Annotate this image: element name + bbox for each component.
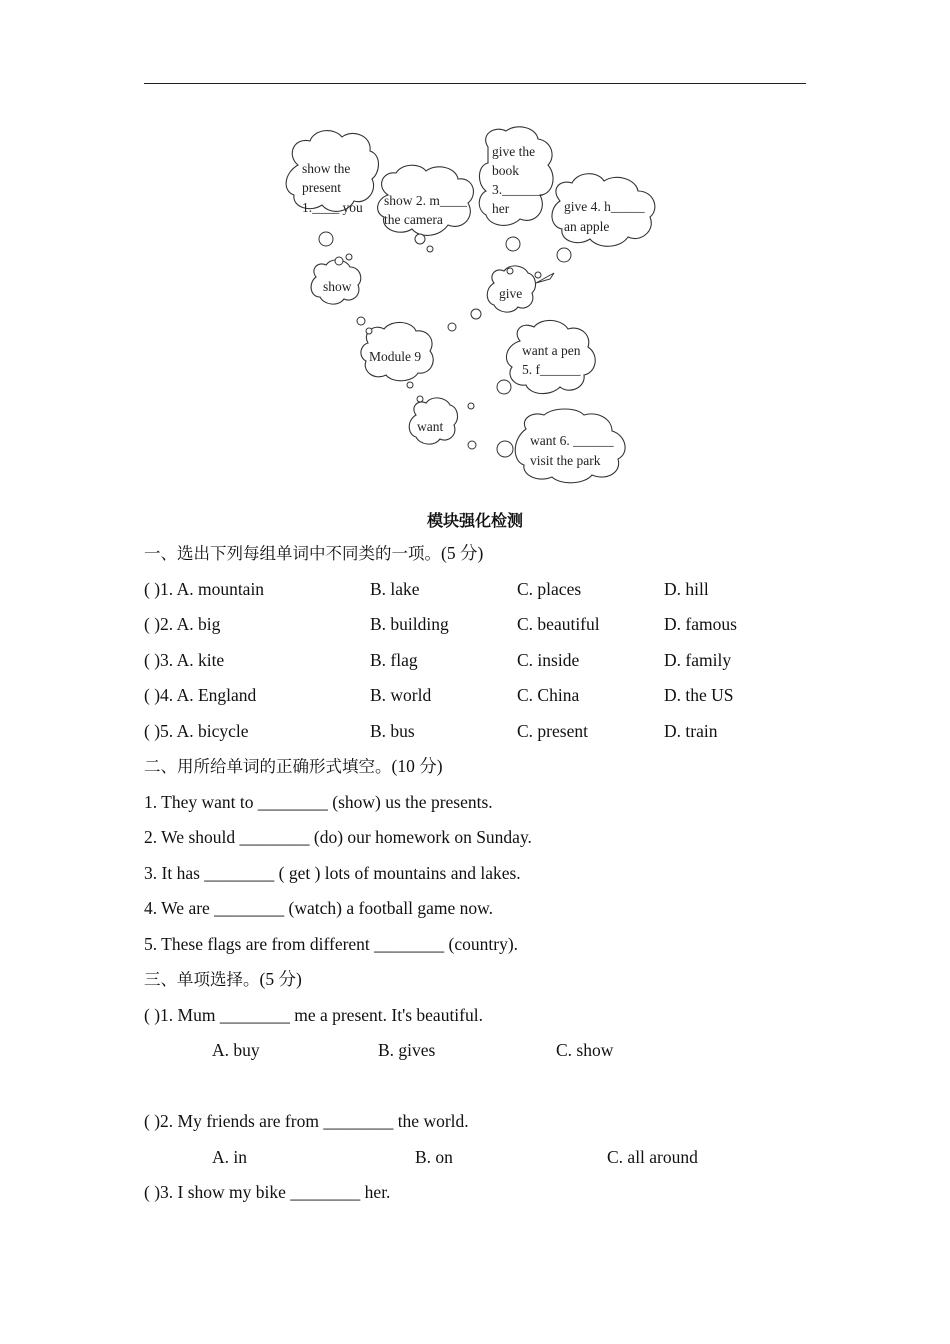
section2-heading [144, 755, 443, 778]
item-question: ( )1. A. mountain [144, 579, 265, 599]
section1-points: (5 分) [441, 543, 484, 563]
option-b: B. world [370, 685, 432, 705]
list-item: 1. They want to ________ (show) us the presents. [144, 792, 493, 812]
cloud-show-the-camera [378, 165, 474, 235]
option-d: D. the US [664, 685, 734, 705]
question-2: ( )2. My friends are from ________ the world. [144, 1111, 469, 1131]
svg-text:want: want [417, 419, 444, 434]
option-c: C. inside [517, 650, 580, 670]
option-d: D. train [664, 721, 718, 741]
option-d: D. hill [664, 579, 709, 599]
svg-text:give: give [499, 286, 523, 301]
cloud-want [409, 398, 457, 444]
list-item: 3. It has ________ ( get ) lots of mountains and lakes. [144, 863, 521, 883]
cloud-want-to-visit-the-park [515, 409, 625, 483]
option-b: B. building [370, 614, 449, 634]
item-question: ( )3. A. kite [144, 650, 225, 670]
option-b: B. gives [378, 1040, 436, 1060]
header-rule [144, 83, 806, 84]
svg-text:present: present [302, 180, 341, 195]
section3-heading-text: 三、单项选择。 [144, 970, 260, 989]
svg-text:3.______: 3.______ [492, 182, 543, 197]
svg-text:visit the park: visit the park [530, 453, 601, 468]
svg-text:want 6. ______: want 6. ______ [530, 433, 614, 448]
list-item: 5. These flags are from different ________ (country). [144, 934, 519, 954]
question-3: ( )3. I show my bike ________ her. [144, 1182, 391, 1202]
option-d: D. family [664, 650, 732, 670]
svg-text:show the: show the [302, 161, 351, 176]
option-c: C. show [556, 1040, 614, 1060]
option-c: C. places [517, 579, 582, 599]
option-d: D. famous [664, 614, 737, 634]
item-question: ( )2. A. big [144, 614, 221, 634]
section2-heading-text: 二、用所给单词的正确形式填空。 [144, 757, 392, 776]
section2-points: (10 分) [391, 756, 443, 776]
option-c: C. China [517, 685, 580, 705]
cloud-want-a-pen [506, 320, 595, 393]
cloud-show [311, 260, 361, 304]
svg-text:the camera: the camera [384, 212, 443, 227]
cloud-give-an-apple [552, 174, 655, 247]
option-a: A. buy [212, 1040, 260, 1060]
cloud-show-the-present [286, 131, 378, 215]
option-b: B. flag [370, 650, 418, 670]
option-b: B. on [415, 1147, 453, 1167]
cloud-give-the-book [479, 127, 553, 226]
option-c: C. beautiful [517, 614, 600, 634]
item-question: ( )4. A. England [144, 685, 257, 705]
svg-text:give 4. h_____: give 4. h_____ [564, 199, 645, 214]
section1-heading-text: 一、选出下列每组单词中不同类的一项。 [144, 544, 441, 563]
svg-text:show 2. m____: show 2. m____ [384, 193, 467, 208]
section3-points: (5 分) [259, 969, 302, 989]
svg-text:show: show [323, 279, 352, 294]
section3-heading [144, 968, 302, 991]
svg-text:5. f______: 5. f______ [522, 362, 581, 377]
option-b: B. lake [370, 579, 420, 599]
option-b: B. bus [370, 721, 415, 741]
mind-map-diagram [280, 125, 670, 490]
item-question: ( )5. A. bicycle [144, 721, 249, 741]
svg-text:want a pen: want a pen [522, 343, 581, 358]
section1-heading [144, 542, 483, 565]
list-item: 2. We should ________ (do) our homework on Sunday. [144, 827, 532, 847]
page-title: 模块强化检测 [426, 511, 523, 530]
option-a: A. in [212, 1147, 247, 1167]
svg-text:her: her [492, 201, 510, 216]
svg-text:give the: give the [492, 144, 536, 159]
question-1: ( )1. Mum ________ me a present. It's beautiful. [144, 1005, 483, 1025]
svg-text:Module 9: Module 9 [369, 349, 422, 364]
list-item: 4. We are ________ (watch) a football game now. [144, 898, 493, 918]
svg-text:1.____ you: 1.____ you [302, 200, 363, 215]
option-c: C. present [517, 721, 588, 741]
option-c: C. all around [607, 1147, 698, 1167]
svg-text:book: book [492, 163, 519, 178]
svg-text:an apple: an apple [564, 219, 610, 234]
